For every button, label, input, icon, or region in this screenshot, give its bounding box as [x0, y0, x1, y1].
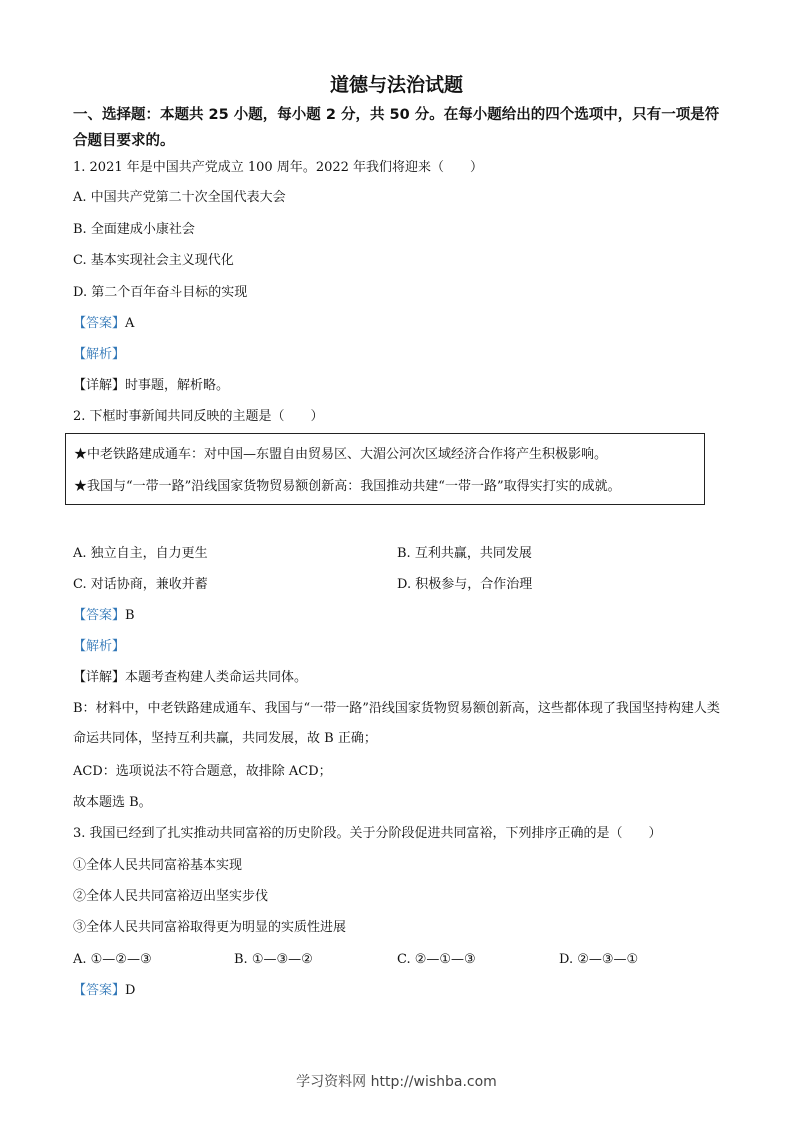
q1-option-b: B. 全面建成小康社会 — [73, 222, 195, 237]
q2-explanation: B：材料中，中老铁路建成通车、我国与“一带一路”沿线国家货物贸易额创新高，这些都体现了我国坚持构建人类命运共同体，坚持互利共赢，共同发展，故 B 正确； — [73, 701, 720, 746]
news-item: ★中老铁路建成通车：对中国—东盟自由贸易区、大湄公河次区域经济合作将产生积极影响。 — [74, 447, 608, 462]
q2-option-a: A. 独立自主，自力更生 — [73, 546, 208, 561]
q1-option-c: C. 基本实现社会主义现代化 — [73, 253, 234, 268]
q3-stem: 3. 我国已经到了扎实推动共同富裕的历史阶段。关于分阶段促进共同富裕，下列排序正确的是（ ） — [73, 826, 662, 841]
answer-value: B — [125, 608, 135, 623]
q1-option-a: A. 中国共产党第二十次全国代表大会 — [73, 190, 286, 205]
q2-answer — [73, 607, 135, 625]
q2-detail: 【详解】本题考查构建人类命运共同体。 — [73, 670, 308, 685]
page-title: 道德与法治试题 — [329, 74, 463, 96]
answer-value: A — [125, 316, 135, 331]
q2-option-b: B. 互利共赢，共同发展 — [397, 546, 532, 561]
q3-answer — [73, 982, 135, 1000]
q1-detail: 【详解】时事题，解析略。 — [73, 378, 230, 393]
q3-option-d: D. ②—③—① — [559, 952, 639, 967]
q2-conclusion: 故本题选 B。 — [73, 795, 152, 810]
q1-analysis-tag: 【解析】 — [73, 347, 126, 362]
news-item: ★我国与“一带一路”沿线国家货物贸易额创新高：我国推动共建“一带一路”取得实打实的成就。 — [74, 479, 621, 494]
section-heading: 一、选择题：本题共 25 小题，每小题 2 分，共 50 分。在每小题给出的四个选项中，只有一项是符合题目要求的。 — [73, 107, 720, 149]
q3-option-c: C. ②—①—③ — [397, 952, 476, 967]
q3-item-3: ③全体人民共同富裕取得更为明显的实质性进展 — [73, 920, 347, 935]
q1-stem: 1. 2021 年是中国共产党成立 100 周年。2022 年我们将迎来（ ） — [73, 160, 484, 175]
q2-acd: ACD：选项说法不符合题意，故排除 ACD； — [73, 764, 332, 779]
answer-value: D — [125, 983, 136, 998]
q1-answer — [73, 315, 134, 333]
q1-option-d: D. 第二个百年奋斗目标的实现 — [73, 285, 248, 300]
q3-item-2: ②全体人民共同富裕迈出坚实步伐 — [73, 889, 269, 904]
footer-watermark: 学习资料网 http://wishba.com — [296, 1074, 497, 1090]
answer-tag: 【答案】 — [73, 983, 126, 998]
answer-tag: 【答案】 — [73, 608, 126, 623]
answer-tag: 【答案】 — [73, 316, 126, 331]
q2-option-c: C. 对话协商，兼收并蓄 — [73, 577, 208, 592]
q3-item-1: ①全体人民共同富裕基本实现 — [73, 858, 243, 873]
q3-option-a: A. ①—②—③ — [73, 952, 152, 967]
news-box — [65, 433, 705, 505]
q2-option-d: D. 积极参与，合作治理 — [397, 577, 533, 592]
q2-analysis-tag: 【解析】 — [73, 639, 126, 654]
q2-stem: 2. 下框时事新闻共同反映的主题是（ ） — [73, 409, 324, 424]
q3-option-b: B. ①—③—② — [234, 952, 313, 967]
